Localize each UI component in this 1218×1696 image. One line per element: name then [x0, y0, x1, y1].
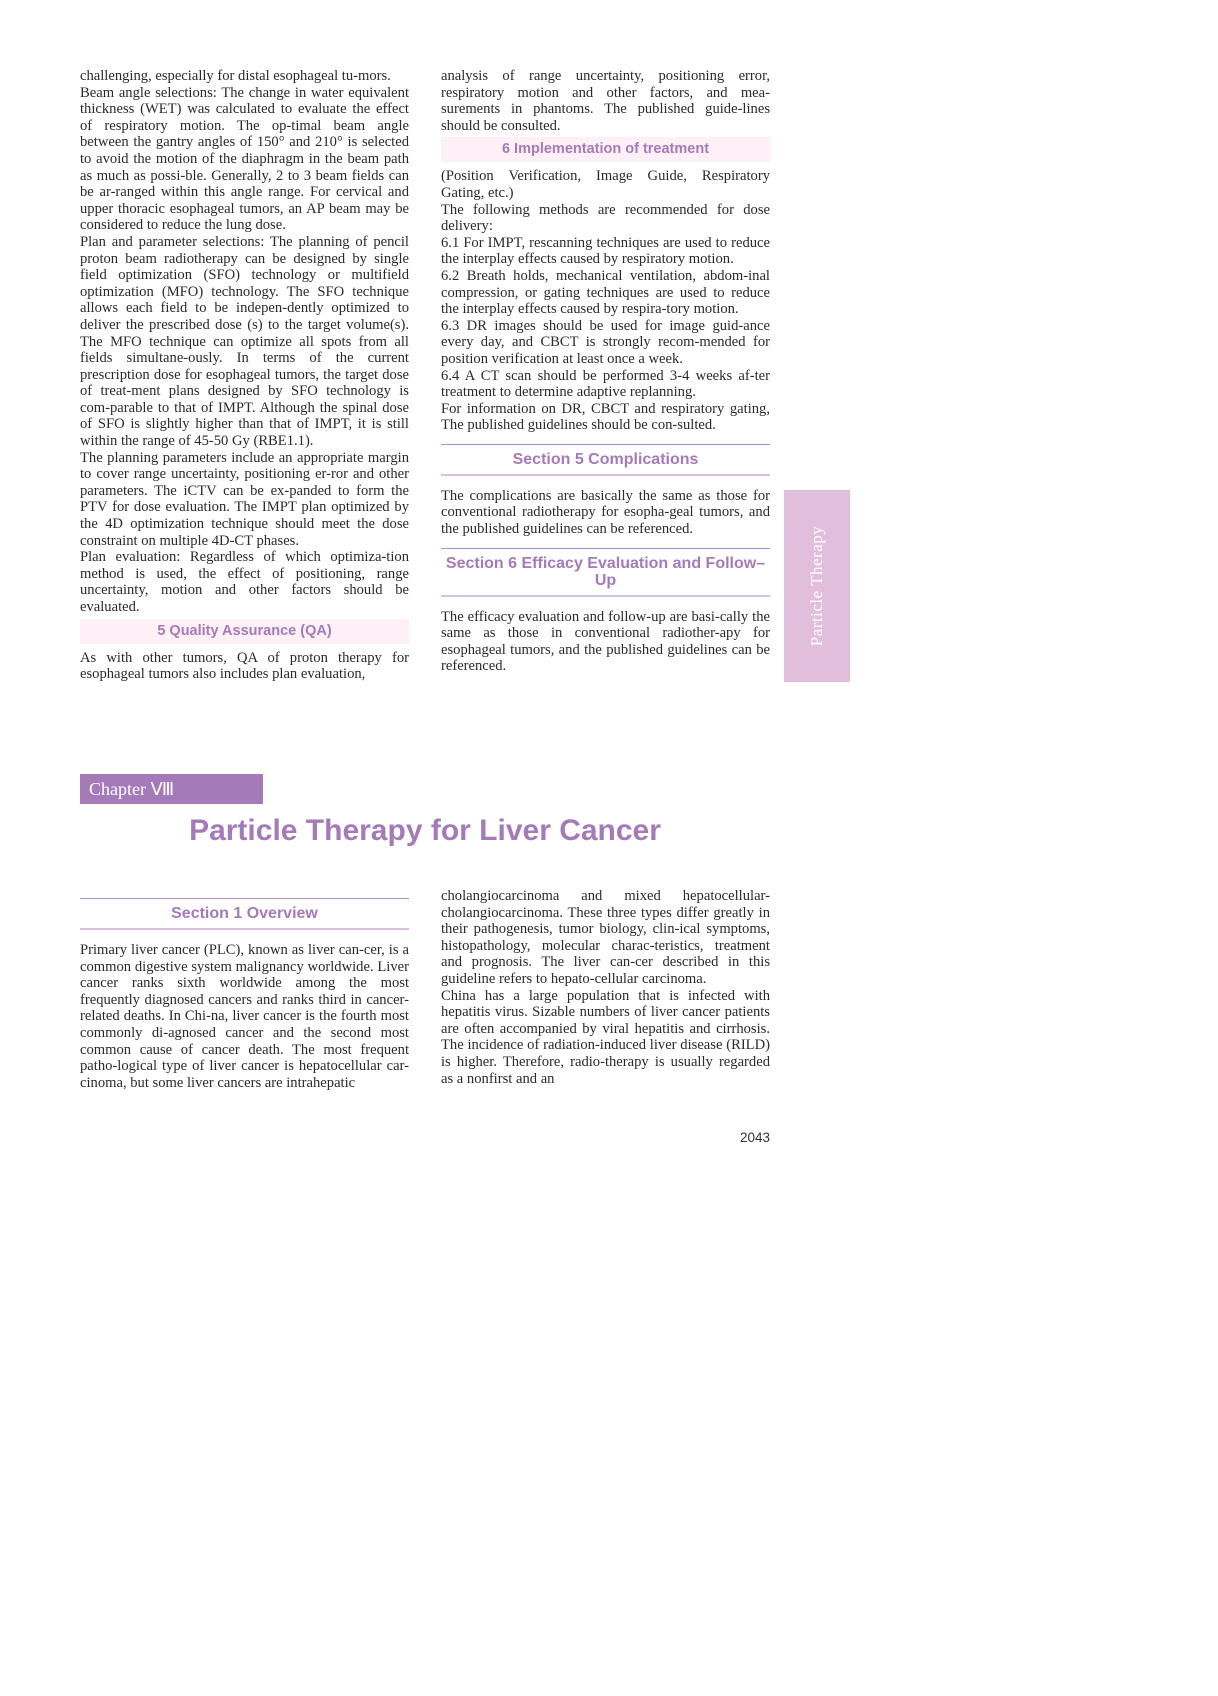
paragraph: The following methods are recommended for dose delivery: — [441, 201, 770, 235]
side-tab-label: Particle Therapy — [807, 525, 826, 647]
paragraph: 6.2 Breath holds, mechanical ventilation, abdom-inal compression, or gating techniques are used to reduce the interplay effects caused by respira-tory motion. — [441, 267, 770, 318]
paragraph: 6.3 DR images should be used for image guid-ance every day, and CBCT is strongly recom-mended for position verification at least once a week. — [441, 317, 770, 367]
chapter-label: Chapter Ⅷ — [80, 774, 263, 804]
paragraph: China has a large population that is infected with hepatitis virus. Sizable numbers of liver cancer patients are often accompanied by viral hepatitis and cirrhosis. The incidence of radiation-induced liver disease (RILD) is higher. Therefore, radio-therapy is usually regarded as a nonfirst and an — [441, 987, 770, 1087]
section1-heading: Section 1 Overview — [80, 898, 409, 930]
top-right-column — [441, 68, 770, 675]
paragraph: analysis of range uncertainty, positioning error, respiratory motion and other factors, and mea-surements in phantoms. The published guide-lines should be consulted. — [441, 68, 770, 134]
paragraph: challenging, especially for distal esophageal tu-mors. — [80, 68, 391, 84]
paragraph: Primary liver cancer (PLC), known as liver can-cer, is a common digestive system malignancy worldwide. Liver cancer ranks sixth worldwide among the most frequently diagnosed cancers and ranks third in cancer-related deaths. In Chi-na, liver cancer is the fourth most commonly di-agnosed cancer and the second most common cause of cancer death. The most frequent patho-logical type of liver cancer is hepatocellular car-cinoma, but some liver cancers are intrahepatic — [80, 942, 409, 1091]
paragraph: For information on DR, CBCT and respiratory gating, The published guidelines should be con-sulted. — [441, 400, 770, 434]
paragraph: Plan and parameter selections: The planning of pencil proton beam radiotherapy can be designed by single field optimization (SFO) technology or multifield optimization (MFO) technology. The SFO technique allows each field to be indepen-dently optimized to deliver the prescribed dose (s) to the target volume(s). The MFO technique can optimize all spots from all fields simultane-ously. In terms of the current prescription dose for esophageal tumors, the target dose of treat-ment plans designed by SFO technology is com-parable to that of IMPT. Although the spinal dose of SFO is slightly higher than that of IMPT, it is still within the range of 45-50 Gy (RBE1.1). — [80, 233, 409, 450]
paragraph: Beam angle selections: The change in water equivalent thickness (WET) was calculated to evaluate the effect of respiratory motion. The op-timal beam angle between the gantry angles of 150° and 210° is selected to avoid the motion of the diaphragm in the beam path as much as possi-ble. Generally, 2 to 3 beam fields can be ar-ranged within this angle range. For cervical and upper thoracic esophageal tumors, an AP beam may be considered to reduce the lung dose. — [80, 84, 409, 234]
section6-heading: Section 6 Efficacy Evaluation and Follow–Up — [441, 548, 770, 597]
side-tab — [784, 490, 850, 682]
paragraph: (Position Verification, Image Guide, Respiratory Gating, etc.) — [441, 168, 770, 201]
paragraph: 6.4 A CT scan should be performed 3-4 weeks af-ter treatment to determine adaptive replanning. — [441, 367, 770, 401]
page-number: 2043 — [739, 1130, 770, 1145]
paragraph: As with other tumors, QA of proton therapy for esophageal tumors also includes plan evaluation, — [80, 649, 409, 683]
section5-heading: Section 5 Complications — [441, 444, 770, 476]
paragraph: cholangiocarcinoma and mixed hepatocellular-cholangiocarcinoma. These three types differ greatly in their pathogenesis, tumor biology, clin-ical symptoms, histopathology, molecular charac-teristics, treatment and prognosis. The liver can-cer described in this guideline refers to hepato-cellular carcinoma. — [441, 888, 770, 987]
implementation-heading: 6 Implementation of treatment — [441, 137, 770, 162]
paragraph: The efficacy evaluation and follow-up are basi-cally the same as those in conventional radiother-apy for esophageal tumors, and the published guidelines can be referenced. — [441, 608, 770, 675]
qa-heading: 5 Quality Assurance (QA) — [80, 619, 409, 644]
paragraph: Plan evaluation: Regardless of which optimiza-tion method is used, the effect of positioning, range uncertainty, motion and other factors should be evaluated. — [80, 549, 409, 615]
bottom-right-column — [441, 888, 770, 1087]
paragraph: 6.1 For IMPT, rescanning techniques are used to reduce the interplay effects caused by respiratory motion. — [441, 234, 770, 268]
bottom-left-column — [80, 888, 409, 1091]
top-left-column — [80, 68, 409, 683]
paragraph: The complications are basically the same as those for conventional radiotherapy for esopha-geal tumors, and the published guidelines can be referenced. — [441, 487, 770, 538]
paragraph: The planning parameters include an appropriate margin to cover range uncertainty, positioning er-ror and other parameters. The iCTV can be ex-panded to form the PTV for dose evaluation. The IMPT plan optimized by the 4D optimization technique should meet the dose constraint on multiple 4D-CT phases. — [80, 449, 409, 549]
chapter-title: Particle Therapy for Liver Cancer — [189, 814, 661, 847]
